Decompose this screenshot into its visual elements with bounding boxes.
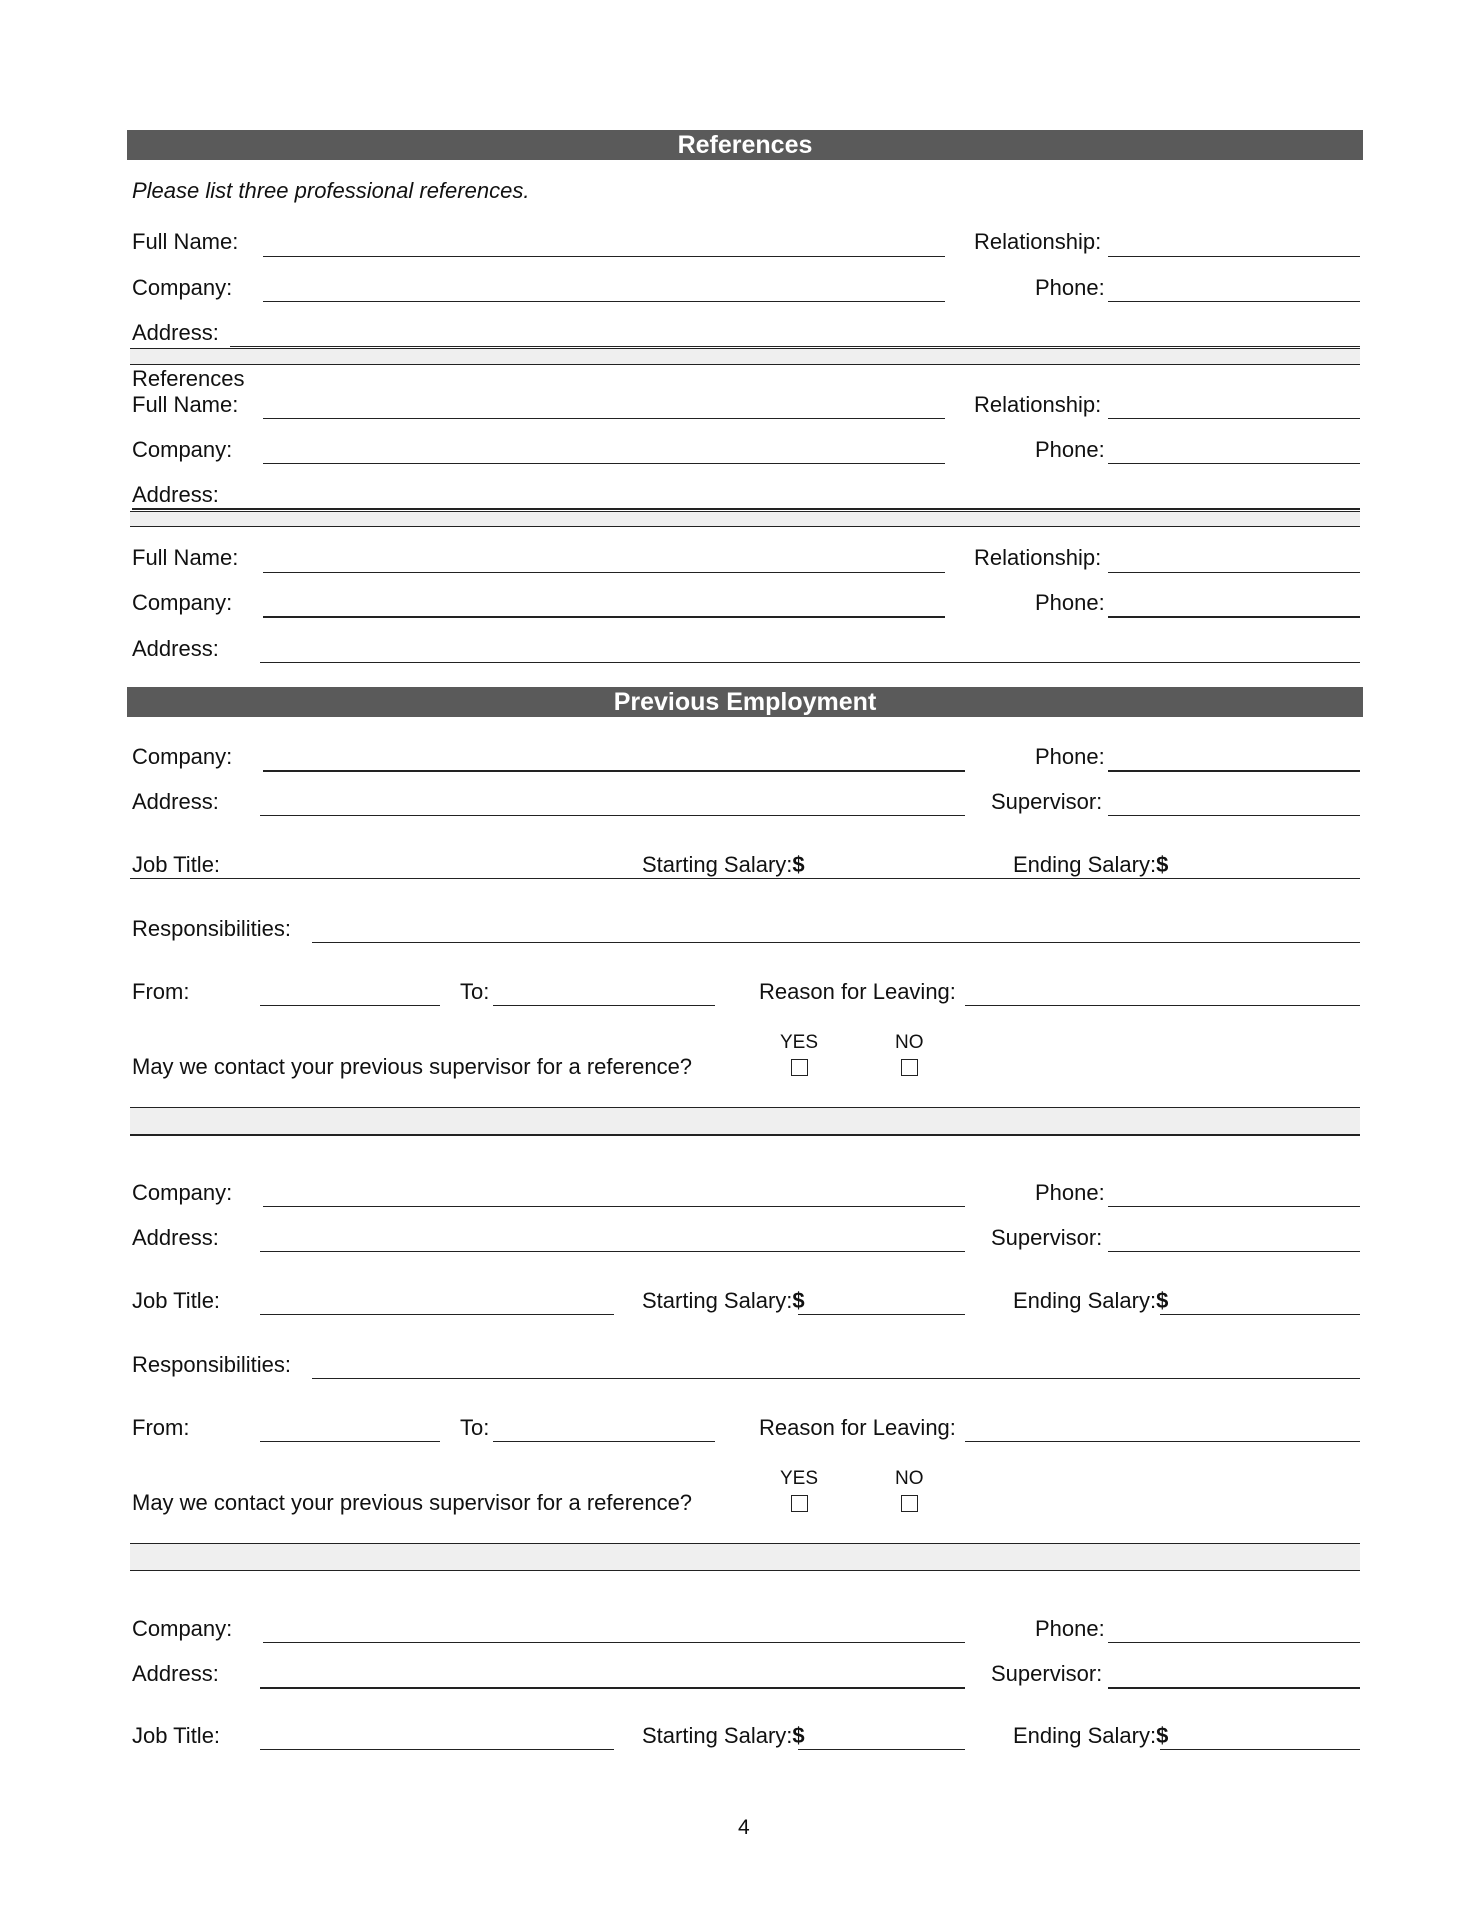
ref3-phone-field[interactable] (1108, 616, 1360, 618)
ref3-relationship-field[interactable] (1108, 572, 1360, 573)
emp1-phone-label: Phone: (1035, 744, 1105, 769)
emp1-ending-salary-label: Ending Salary:$ (1013, 852, 1169, 877)
emp3-starting-salary-field[interactable] (798, 1749, 965, 1750)
emp1-yes-checkbox[interactable] (791, 1059, 808, 1076)
ref2-separator-band (130, 511, 1360, 527)
ref3-phone-label: Phone: (1035, 590, 1105, 615)
emp2-no-checkbox[interactable] (901, 1495, 918, 1512)
emp1-supervisor-label: Supervisor: (991, 789, 1103, 814)
emp1-from-field[interactable] (260, 1005, 440, 1006)
emp1-starting-salary-label: Starting Salary:$ (642, 852, 805, 877)
ref3-address-field[interactable] (260, 662, 1360, 663)
emp1-separator-band (130, 1107, 1360, 1136)
emp1-reason-label: Reason for Leaving: (759, 979, 956, 1004)
previous-employment-header: Previous Employment (127, 687, 1363, 717)
emp3-company-label: Company: (132, 1616, 233, 1641)
ref2-relationship-label: Relationship: (974, 392, 1102, 417)
emp1-from-label: From: (132, 979, 190, 1004)
emp2-supervisor-field[interactable] (1108, 1251, 1360, 1252)
emp2-ending-salary-field[interactable] (1160, 1314, 1360, 1315)
emp1-yes-label: YES (780, 1032, 819, 1053)
emp2-company-label: Company: (132, 1180, 233, 1205)
ref3-full-name-field[interactable] (263, 572, 945, 573)
emp2-company-field[interactable] (263, 1206, 965, 1207)
ref1-relationship-field[interactable] (1108, 256, 1360, 257)
emp3-address-label: Address: (132, 1661, 219, 1686)
emp1-contact-question: May we contact your previous supervisor for a reference? (132, 1054, 693, 1079)
emp3-company-field[interactable] (263, 1642, 965, 1643)
references-instruction: Please list three professional references. (132, 178, 530, 203)
emp3-phone-field[interactable] (1108, 1642, 1360, 1643)
emp3-starting-salary-label: Starting Salary:$ (642, 1723, 805, 1748)
emp2-ending-salary-label: Ending Salary:$ (1013, 1288, 1169, 1313)
emp1-company-field[interactable] (263, 770, 965, 772)
emp1-to-label: To: (460, 979, 490, 1004)
emp2-address-label: Address: (132, 1225, 219, 1250)
emp2-yes-checkbox[interactable] (791, 1495, 808, 1512)
emp1-phone-field[interactable] (1108, 770, 1360, 772)
emp1-no-label: NO (895, 1032, 924, 1053)
ref3-relationship-label: Relationship: (974, 545, 1102, 570)
ref3-company-label: Company: (132, 590, 233, 615)
emp2-job-title-label: Job Title: (132, 1288, 221, 1313)
references-header: References (127, 130, 1363, 160)
ref2-address-field[interactable] (132, 508, 1360, 510)
emp3-job-title-label: Job Title: (132, 1723, 221, 1748)
emp1-to-field[interactable] (493, 1005, 715, 1006)
emp3-ending-salary-field[interactable] (1160, 1749, 1360, 1750)
ref1-full-name-label: Full Name: (132, 229, 239, 254)
emp1-supervisor-field[interactable] (1108, 815, 1360, 816)
emp1-address-label: Address: (132, 789, 219, 814)
emp1-job-title-label: Job Title: (132, 852, 221, 877)
emp2-to-field[interactable] (493, 1441, 715, 1442)
ref2-phone-field[interactable] (1108, 463, 1360, 464)
page-number: 4 (738, 1816, 750, 1839)
emp2-responsibilities-label: Responsibilities: (132, 1352, 291, 1377)
ref3-address-label: Address: (132, 636, 219, 661)
emp2-from-label: From: (132, 1415, 190, 1440)
emp1-responsibilities-field[interactable] (312, 942, 1360, 943)
emp3-job-title-field[interactable] (260, 1749, 614, 1750)
ref1-phone-label: Phone: (1035, 275, 1105, 300)
emp3-ending-salary-label: Ending Salary:$ (1013, 1723, 1169, 1748)
ref2-address-label: Address: (132, 482, 219, 507)
ref1-company-field[interactable] (263, 301, 945, 302)
emp2-starting-salary-field[interactable] (798, 1314, 965, 1315)
ref1-company-label: Company: (132, 275, 233, 300)
emp2-phone-field[interactable] (1108, 1206, 1360, 1207)
emp2-address-field[interactable] (260, 1251, 965, 1252)
emp1-no-checkbox[interactable] (901, 1059, 918, 1076)
ref2-phone-label: Phone: (1035, 437, 1105, 462)
ref1-separator-band (130, 348, 1360, 365)
emp1-responsibilities-label: Responsibilities: (132, 916, 291, 941)
emp1-reason-field[interactable] (965, 1005, 1360, 1006)
emp3-supervisor-field[interactable] (1108, 1687, 1360, 1689)
ref3-full-name-label: Full Name: (132, 545, 239, 570)
ref3-company-field[interactable] (263, 616, 945, 618)
ref1-phone-field[interactable] (1108, 301, 1360, 302)
emp2-from-field[interactable] (260, 1441, 440, 1442)
emp2-supervisor-label: Supervisor: (991, 1225, 1103, 1250)
ref1-address-label: Address: (132, 320, 219, 345)
emp2-job-title-field[interactable] (260, 1314, 614, 1315)
emp2-reason-label: Reason for Leaving: (759, 1415, 956, 1440)
emp3-address-field[interactable] (260, 1687, 965, 1689)
ref2-full-name-field[interactable] (263, 418, 945, 419)
ref2-company-label: Company: (132, 437, 233, 462)
emp2-reason-field[interactable] (965, 1441, 1360, 1442)
emp1-company-label: Company: (132, 744, 233, 769)
emp2-starting-salary-label: Starting Salary:$ (642, 1288, 805, 1313)
emp2-no-label: NO (895, 1468, 924, 1489)
emp2-yes-label: YES (780, 1468, 819, 1489)
emp2-phone-label: Phone: (1035, 1180, 1105, 1205)
emp1-job-salary-field-line[interactable] (130, 878, 1360, 879)
ref1-address-field[interactable] (230, 346, 1360, 347)
ref2-relationship-field[interactable] (1108, 418, 1360, 419)
ref1-relationship-label: Relationship: (974, 229, 1102, 254)
ref1-full-name-field[interactable] (263, 256, 945, 257)
emp2-responsibilities-field[interactable] (312, 1378, 1360, 1379)
emp1-address-field[interactable] (260, 815, 965, 816)
ref2-heading: References (132, 366, 245, 391)
emp3-phone-label: Phone: (1035, 1616, 1105, 1641)
emp3-supervisor-label: Supervisor: (991, 1661, 1103, 1686)
emp2-to-label: To: (460, 1415, 490, 1440)
ref2-full-name-label: Full Name: (132, 392, 239, 417)
emp2-separator-band (130, 1543, 1360, 1571)
emp2-contact-question: May we contact your previous supervisor for a reference? (132, 1490, 693, 1515)
ref2-company-field[interactable] (263, 463, 945, 464)
